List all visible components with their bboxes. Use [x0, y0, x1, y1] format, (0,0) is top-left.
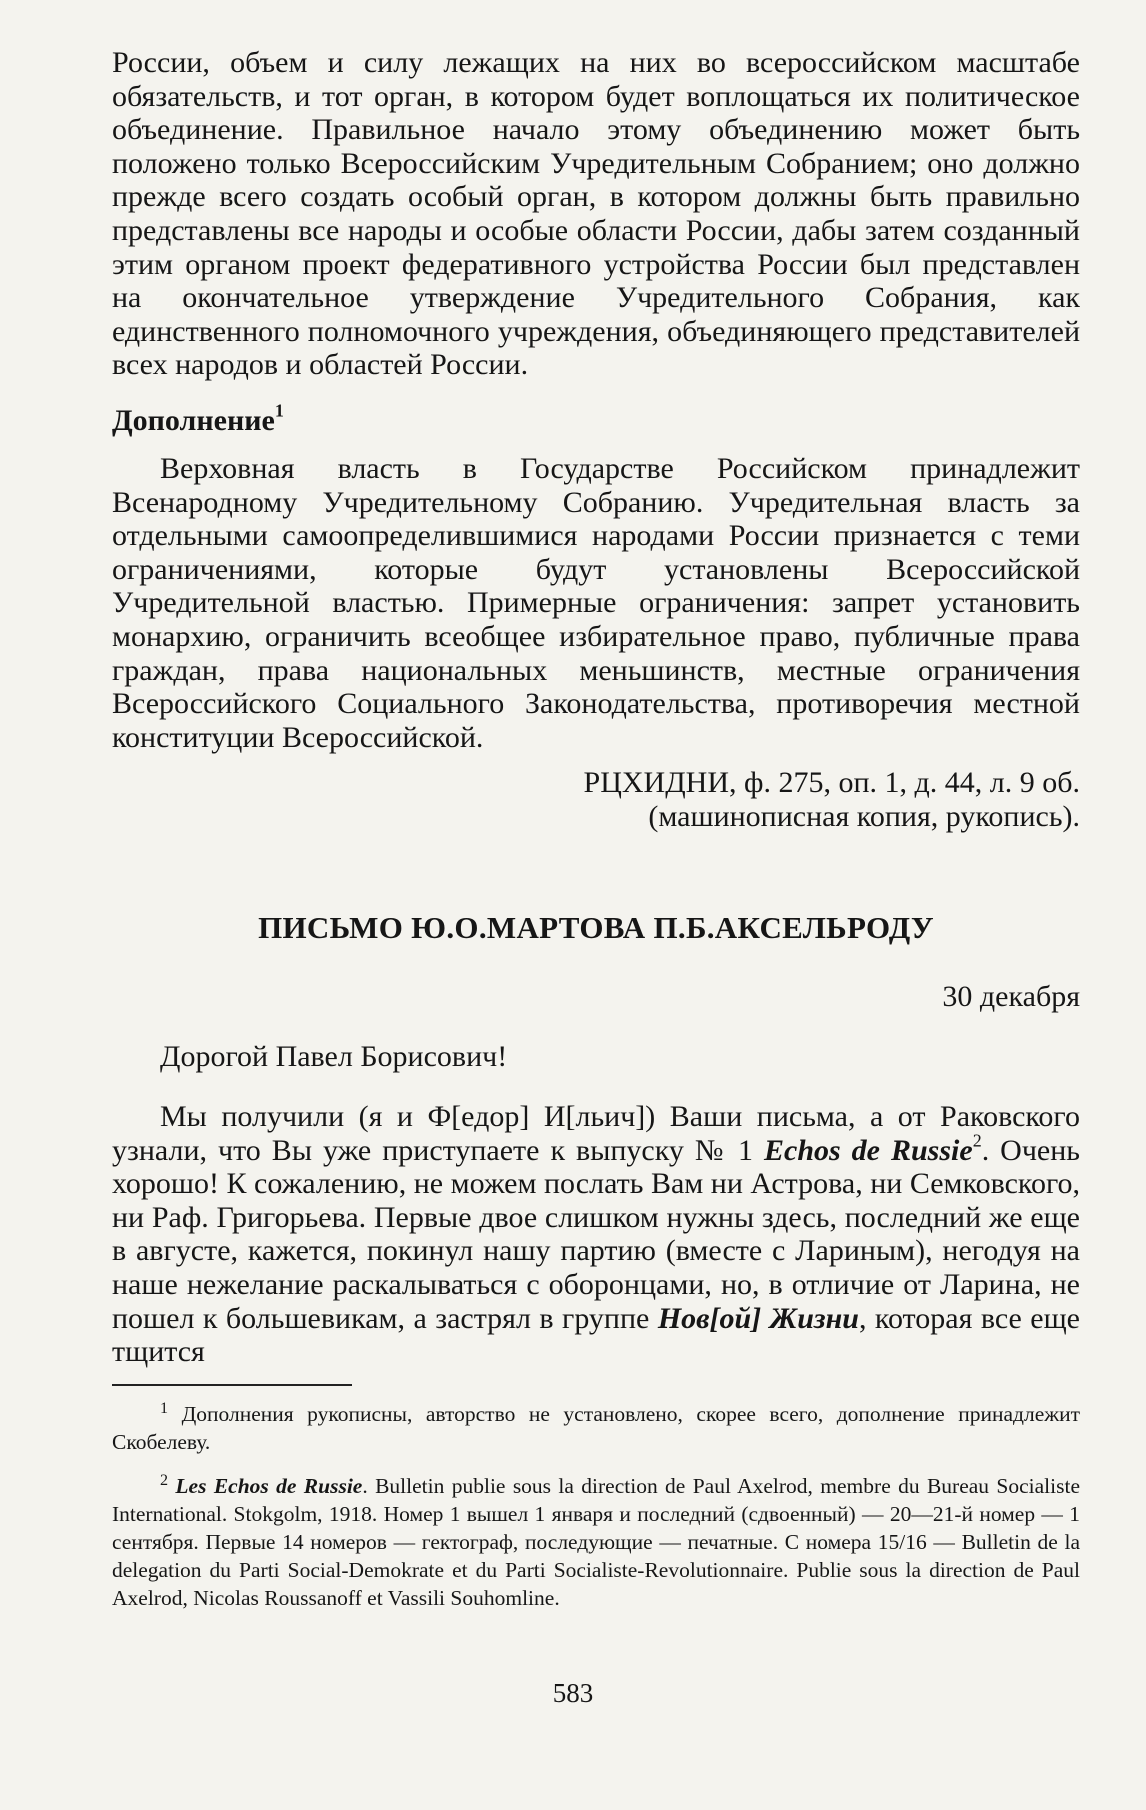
footnote-2: [112, 1472, 1080, 1612]
footnote-separator: [112, 1384, 352, 1386]
footnote-2-title: Les Echos de Russie: [175, 1474, 363, 1498]
footnote-ref-2: 2: [972, 1130, 982, 1151]
addendum-title: [112, 400, 1080, 438]
footnote-2-text: . Bulletin publie sous la direction de Paul Axelrod, membre du Bureau Socialiste International. Stokgolm, 1918. Номер 1 вышел 1 января и последний (сдвоенный) — 20—21-й номер — 1 сентября. Первые 14 номеров — гектограф, последующие — печатные. С номера 15/16 — Bulletin de la delegation du Parti Social-Demokrate et du Parti Socialiste-Revolutionnaire. Publie sous la direction de Paul Axelrod, Nicolas Roussanoff et Vassili Souhomline.: [112, 1474, 1080, 1610]
letter-heading: ПИСЬМО Ю.О.МАРТОВА П.Б.АКСЕЛЬРОДУ: [258, 910, 934, 945]
footnote-1: [112, 1400, 1080, 1456]
letter-date: 30 декабря: [942, 980, 1080, 1013]
letter-text-part-3: , которая все еще тщится: [112, 1301, 1080, 1369]
letter-paragraph: [112, 1100, 1080, 1369]
footnote-ref-1: 1: [274, 400, 284, 421]
addendum-title-text: Дополнение: [112, 404, 275, 437]
letter-text-part-1: Мы получили (я и Ф[едор] И[льич]) Ваши письма, а от Раковского узнали, что Вы уже приступаете к выпуску № 1: [112, 1100, 1080, 1167]
letter-text-part-2: . Очень хорошо! К сожалению, не можем послать Вам ни Астрова, ни Семковского, ни Раф. Григорьева. Первые двое слишком нужны здесь, последний же еще в августе, кажется, покинул нашу партию (вместе с Лариным), негодуя на наше нежелание раскалываться с оборонцами, но, в отличие от Ларина, не пошел к большевикам, а застрял в группе: [112, 1133, 1080, 1335]
footnote-1-text: Дополнения рукописны, авторство не установлено, скорее всего, дополнение принадлежит Скобелеву.: [112, 1402, 1080, 1454]
echos-de-russie-title: Echos de Russie: [764, 1133, 973, 1167]
page-number: 583: [552, 1678, 594, 1708]
letter-salutation: Дорогой Павел Борисович!: [160, 1040, 508, 1073]
main-paragraph-top: России, объем и силу лежащих на них во всероссийском масштабе обязательств, и тот орган, в котором будет воплощаться их политическое объединение. Правильное начало этому объединению может быть положено только Всероссийским Учредительным Собранием; оно должно прежде всего создать особый орган, в котором должны быть правильно представлены все народы и особые области России, дабы затем созданный этим органом проект федеративного устройства России был представлен на окончательное утверждение Учредительного Собрания, как единственного полномочного учреждения, объединяющего представителей всех народов и областей России.: [112, 46, 1080, 382]
addendum-text: Верховная власть в Государстве Российском принадлежит Всенародному Учредительному Собранию. Учредительная власть за отдельными самоопределившимися народами России признается с теми ограничениями, которые будут установлены Всероссийской Учредительной властью. Примерные ограничения: запрет установить монархию, ограничить всеобщее избирательное право, публичные права граждан, права национальных меньшинств, местные ограничения Всероссийского Социального Законодательства, противоречия местной конституции Всероссийской.: [112, 452, 1080, 754]
footnote-1-number: 1: [160, 1399, 169, 1417]
novaya-zhizn-title: Нов[ой] Жизни: [657, 1301, 859, 1335]
archive-source-note: (машинописная копия, рукопись).: [648, 800, 1080, 833]
footnote-2-number: 2: [160, 1471, 169, 1489]
archive-source: РЦХИДНИ, ф. 275, оп. 1, д. 44, л. 9 об.: [583, 766, 1080, 799]
